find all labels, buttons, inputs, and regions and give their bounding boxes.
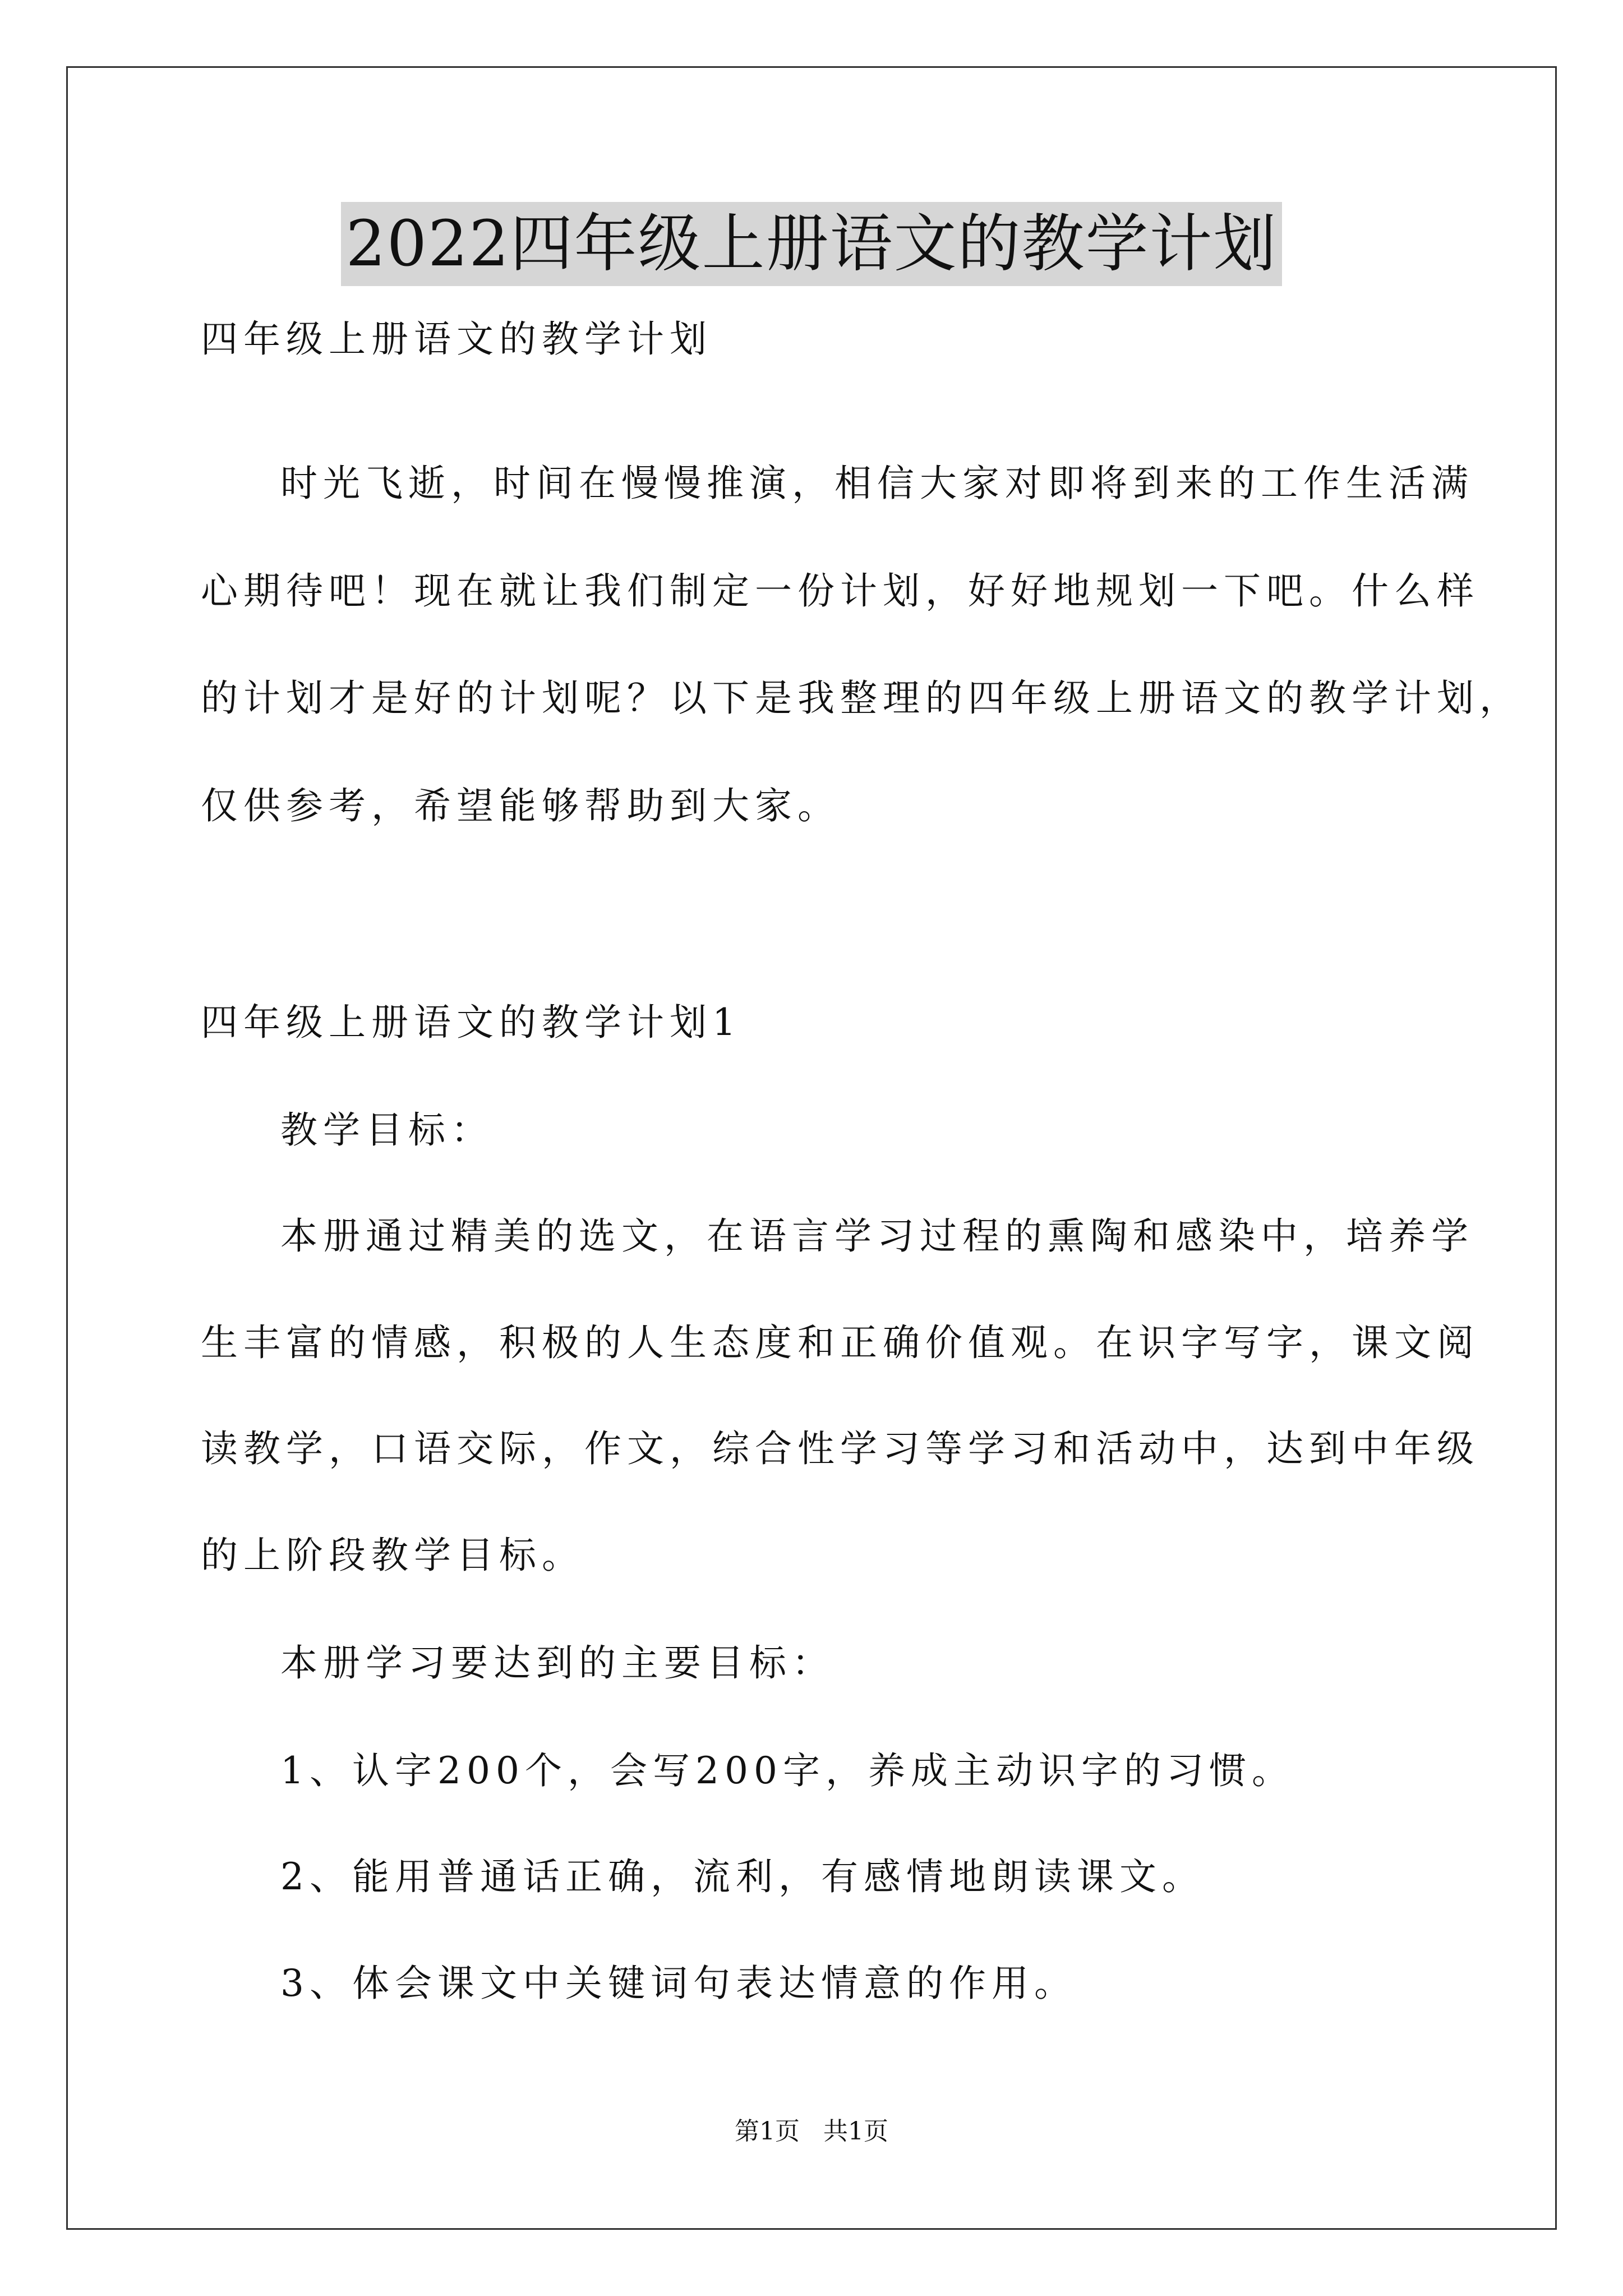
document-title: 2022四年级上册语文的教学计划: [341, 202, 1281, 286]
list-item: 3、体会课文中关键词句表达情意的作用。: [280, 1962, 1077, 2005]
paragraph-line: 时光飞逝，时间在慢慢推演，相信大家对即将到来的工作生活满: [280, 462, 1474, 505]
section-heading: 四年级上册语文的教学计划: [201, 318, 712, 361]
paragraph-line: 生丰富的情感，积极的人生态度和正确价值观。在识字写字，课文阅: [201, 1321, 1479, 1364]
page-footer: 第1页 共1页: [735, 2117, 888, 2146]
paragraph-line: 仅供参考，希望能够帮助到大家。: [201, 784, 840, 827]
paragraph-line: 本册通过精美的选文，在语言学习过程的熏陶和感染中，培养学: [280, 1214, 1474, 1258]
section-heading: 四年级上册语文的教学计划1: [201, 1001, 741, 1044]
paragraph-line: 的计划才是好的计划呢？以下是我整理的四年级上册语文的教学计划，: [201, 677, 1522, 720]
title-container: [0, 202, 1623, 286]
paragraph-line: 教学目标：: [280, 1108, 494, 1152]
paragraph-line: 本册学习要达到的主要目标：: [280, 1641, 834, 1685]
paragraph-line: 读教学，口语交际，作文，综合性学习等学习和活动中，达到中年级: [201, 1427, 1479, 1470]
paragraph-line: 心期待吧！现在就让我们制定一份计划，好好地规划一下吧。什么样: [201, 569, 1479, 613]
list-item: 1、认字200个，会写200字，养成主动识字的习惯。: [280, 1749, 1294, 1792]
list-item: 2、能用普通话正确，流利，有感情地朗读课文。: [280, 1855, 1205, 1898]
paragraph-line: 的上阶段教学目标。: [201, 1534, 584, 1577]
